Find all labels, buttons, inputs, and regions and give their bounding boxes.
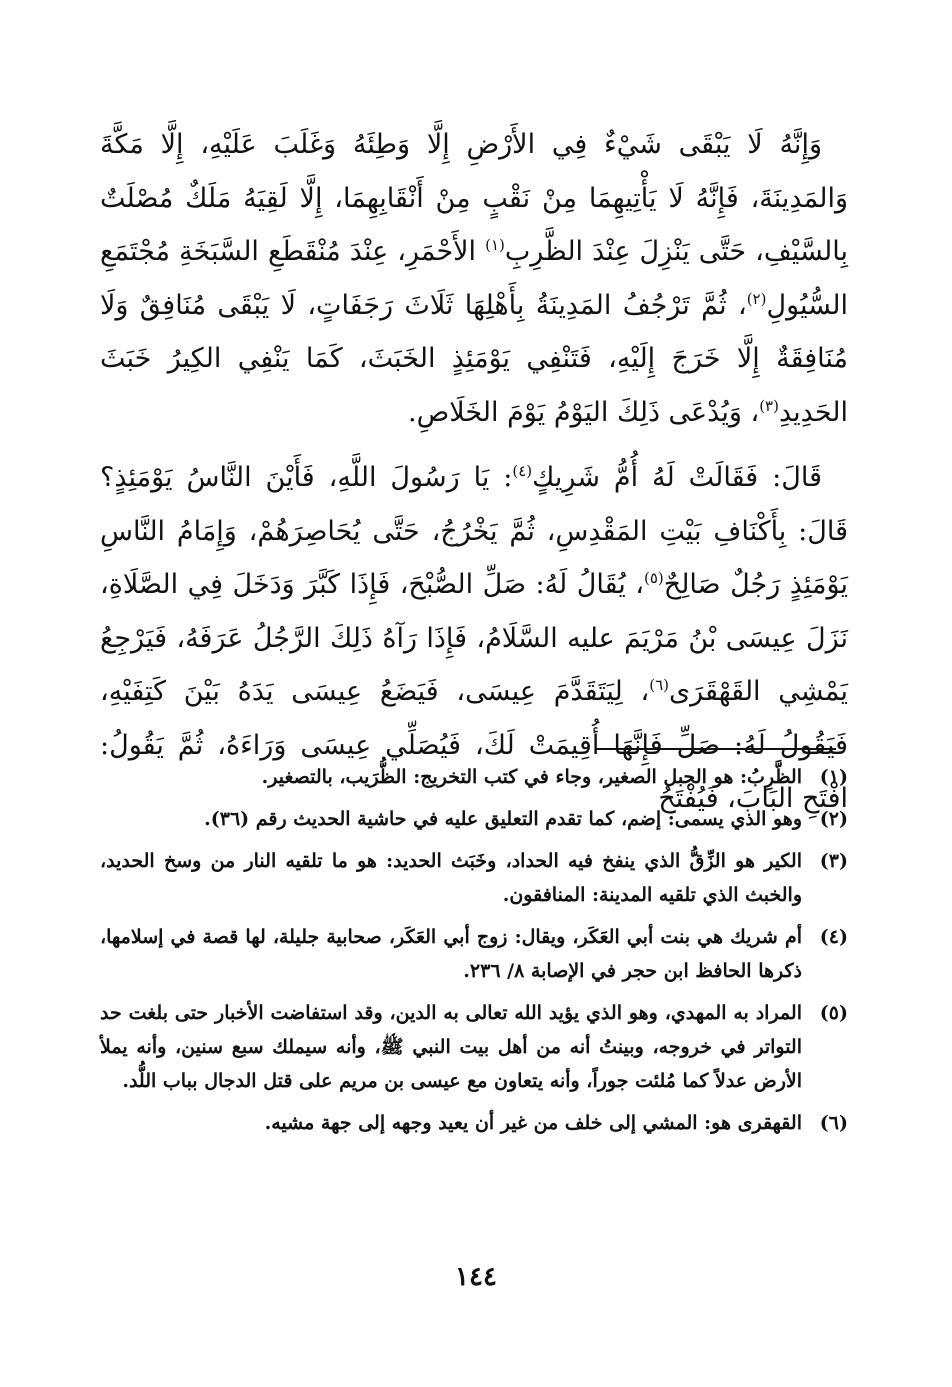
footnote-ref-3[interactable]: (٣): [759, 396, 779, 415]
paragraph-1-text: الأَحْمَرِ، عِنْدَ مُنْقَطَعِ السَّبَخَةِ مُجْتَمَعِ السُّيُولِ: [100, 236, 848, 321]
footnote-text: الظَّرِبُ: هو الجبل الصغير، وجاء في كتب التخريج: الظُّرَيب، بالتصغير.: [261, 766, 802, 788]
footnote-2: [100, 802, 848, 836]
main-text: [100, 118, 848, 826]
paragraph-2-text: قَالَ: فَقَالَتْ لَهُ أُمُّ شَرِيكٍ: [532, 462, 822, 493]
paragraph-2-text: ، يُقَالُ لَهُ: صَلِّ الصُّبْحَ، فَإِذَا كَبَّرَ وَدَخَلَ فِي الصَّلَاةِ، نَزَلَ عِيسَى بْنُ مَرْيَمَ عليه السَّلَامُ، فَإِذَا رَآهُ ذَلِكَ الرَّجُلُ عَرَفَهُ، فَيَرْجِعُ يَمْشِي القَهْقَرَى: [100, 569, 849, 707]
paragraph-1-text: ، وَيُدْعَى ذَلِكَ اليَوْمُ يَوْمَ الخَلَاصِ.: [408, 396, 760, 428]
footnote-number: (١): [819, 766, 848, 788]
footnote-ref-1[interactable]: (١): [485, 236, 505, 254]
footnote-divider: [596, 748, 836, 750]
footnote-number: (٥): [819, 1002, 848, 1024]
footnote-number: (٣): [819, 850, 848, 872]
footnote-number: (٤): [819, 926, 848, 948]
footnote-3: [100, 844, 848, 912]
footnote-ref-4[interactable]: (٤): [512, 462, 533, 480]
paragraph-1: [100, 118, 848, 439]
footnotes: [100, 760, 848, 1148]
footnote-text: وهو الذي يسمى: إضم، كما تقدم التعليق عليه في حاشية الحديث رقم (٣٦).: [204, 808, 802, 830]
footnote-ref-2[interactable]: (٢): [746, 289, 767, 308]
page-number: ١٤٤: [455, 1262, 497, 1292]
paragraph-2-text: : يَا رَسُولَ اللَّهِ، فَأَيْنَ النَّاسُ يَوْمَئِذٍ؟ قَالَ: بِأَكْنَافِ بَيْتِ المَقْدِسِ، ثُمَّ يَخْرُجُ، حَتَّى يُحَاصِرَهُمْ، وَإِمَامُ النَّاسِ يَوْمَئِذٍ رَجُلٌ صَالِحٌ: [100, 462, 848, 600]
paragraph-2-text: ، لِيَتَقَدَّمَ عِيسَى، فَيَضَعُ عِيسَى يَدَهُ بَيْنَ كَتِفَيْهِ، فَيَقُولُ لَهُ: صَلِّ فَإِنَّهَا أُقِيمَتْ لَكَ، فَيُصَلِّي عِيسَى وَرَاءَهُ، ثُمَّ يَقُولُ: افْتَحِ البَابَ، فَيُفْتَحُ: [100, 676, 848, 814]
footnote-text: المراد به المهدي، وهو الذي يؤيد الله تعالى به الدين، وقد استفاضت الأخبار حتى بلغت حد التواتر في خروجه، وبينتُ أنه من أهل بيت النبي ﷺ، وأنه سيملك سبع سنين، وأنه يملأ الأرض عدلاً كما مُلئت جوراً، وأنه يتعاون مع عيسى بن مريم على قتل الدجال بباب اللُّد.: [100, 1002, 802, 1092]
paragraph-1-text: وَإِنَّهُ لَا يَبْقَى شَيْءٌ فِي الأَرْضِ إِلَّا وَطِئَهُ وَغَلَبَ عَلَيْهِ، إِلَّا مَكَّةَ وَالمَدِينَةَ، فَإِنَّهُ لَا يَأْتِيهِمَا مِنْ نَقْبٍ مِنْ أَنْقَابِهِمَا، إِلَّا لَقِيَهُ مَلَكٌ مُصْلَتٌ بِالسَّيْفِ، حَتَّى يَنْزِلَ عِنْدَ الظَّرِبِ: [100, 129, 848, 267]
footnote-6: [100, 1106, 848, 1140]
footnote-number: (٢): [819, 808, 848, 830]
footnote-5: [100, 996, 848, 1098]
footnote-text: أم شريك هي بنت أبي العَكَر، ويقال: زوج أبي العَكَر، صحابية جليلة، لها قصة في إسلامها، ذكرها الحافظ ابن حجر في الإصابة ٨/ ٢٣٦.: [100, 926, 802, 982]
footnote-4: [100, 920, 848, 988]
footnote-ref-6[interactable]: (٦): [649, 676, 670, 694]
footnote-number: (٦): [819, 1112, 848, 1134]
paragraph-1-text: ، ثُمَّ تَرْجُفُ المَدِينَةُ بِأَهْلِهَا ثَلَاثَ رَجَفَاتٍ، لَا يَبْقَى مُنَافِقٌ وَلَا مُنَافِقَةٌ إِلَّا خَرَجَ إِلَيْهِ، فَتَنْفِي يَوْمَئِذٍ الخَبَثَ، كَمَا يَنْفِي الكِيرُ خَبَثَ الحَدِيدِ: [100, 289, 848, 428]
footnote-1: [100, 760, 848, 794]
footnote-text: القهقرى هو: المشي إلى خلف من غير أن يعيد وجهه إلى جهة مشيه.: [264, 1112, 802, 1134]
footnote-text: الكير هو الزِّقُّ الذي ينفخ فيه الحداد، وخَبَث الحديد: هو ما تلقيه النار من وسخ الحديد، والخبث الذي تلقيه المدينة: المنافقون.: [100, 850, 802, 906]
footnote-ref-5[interactable]: (٥): [644, 569, 664, 587]
